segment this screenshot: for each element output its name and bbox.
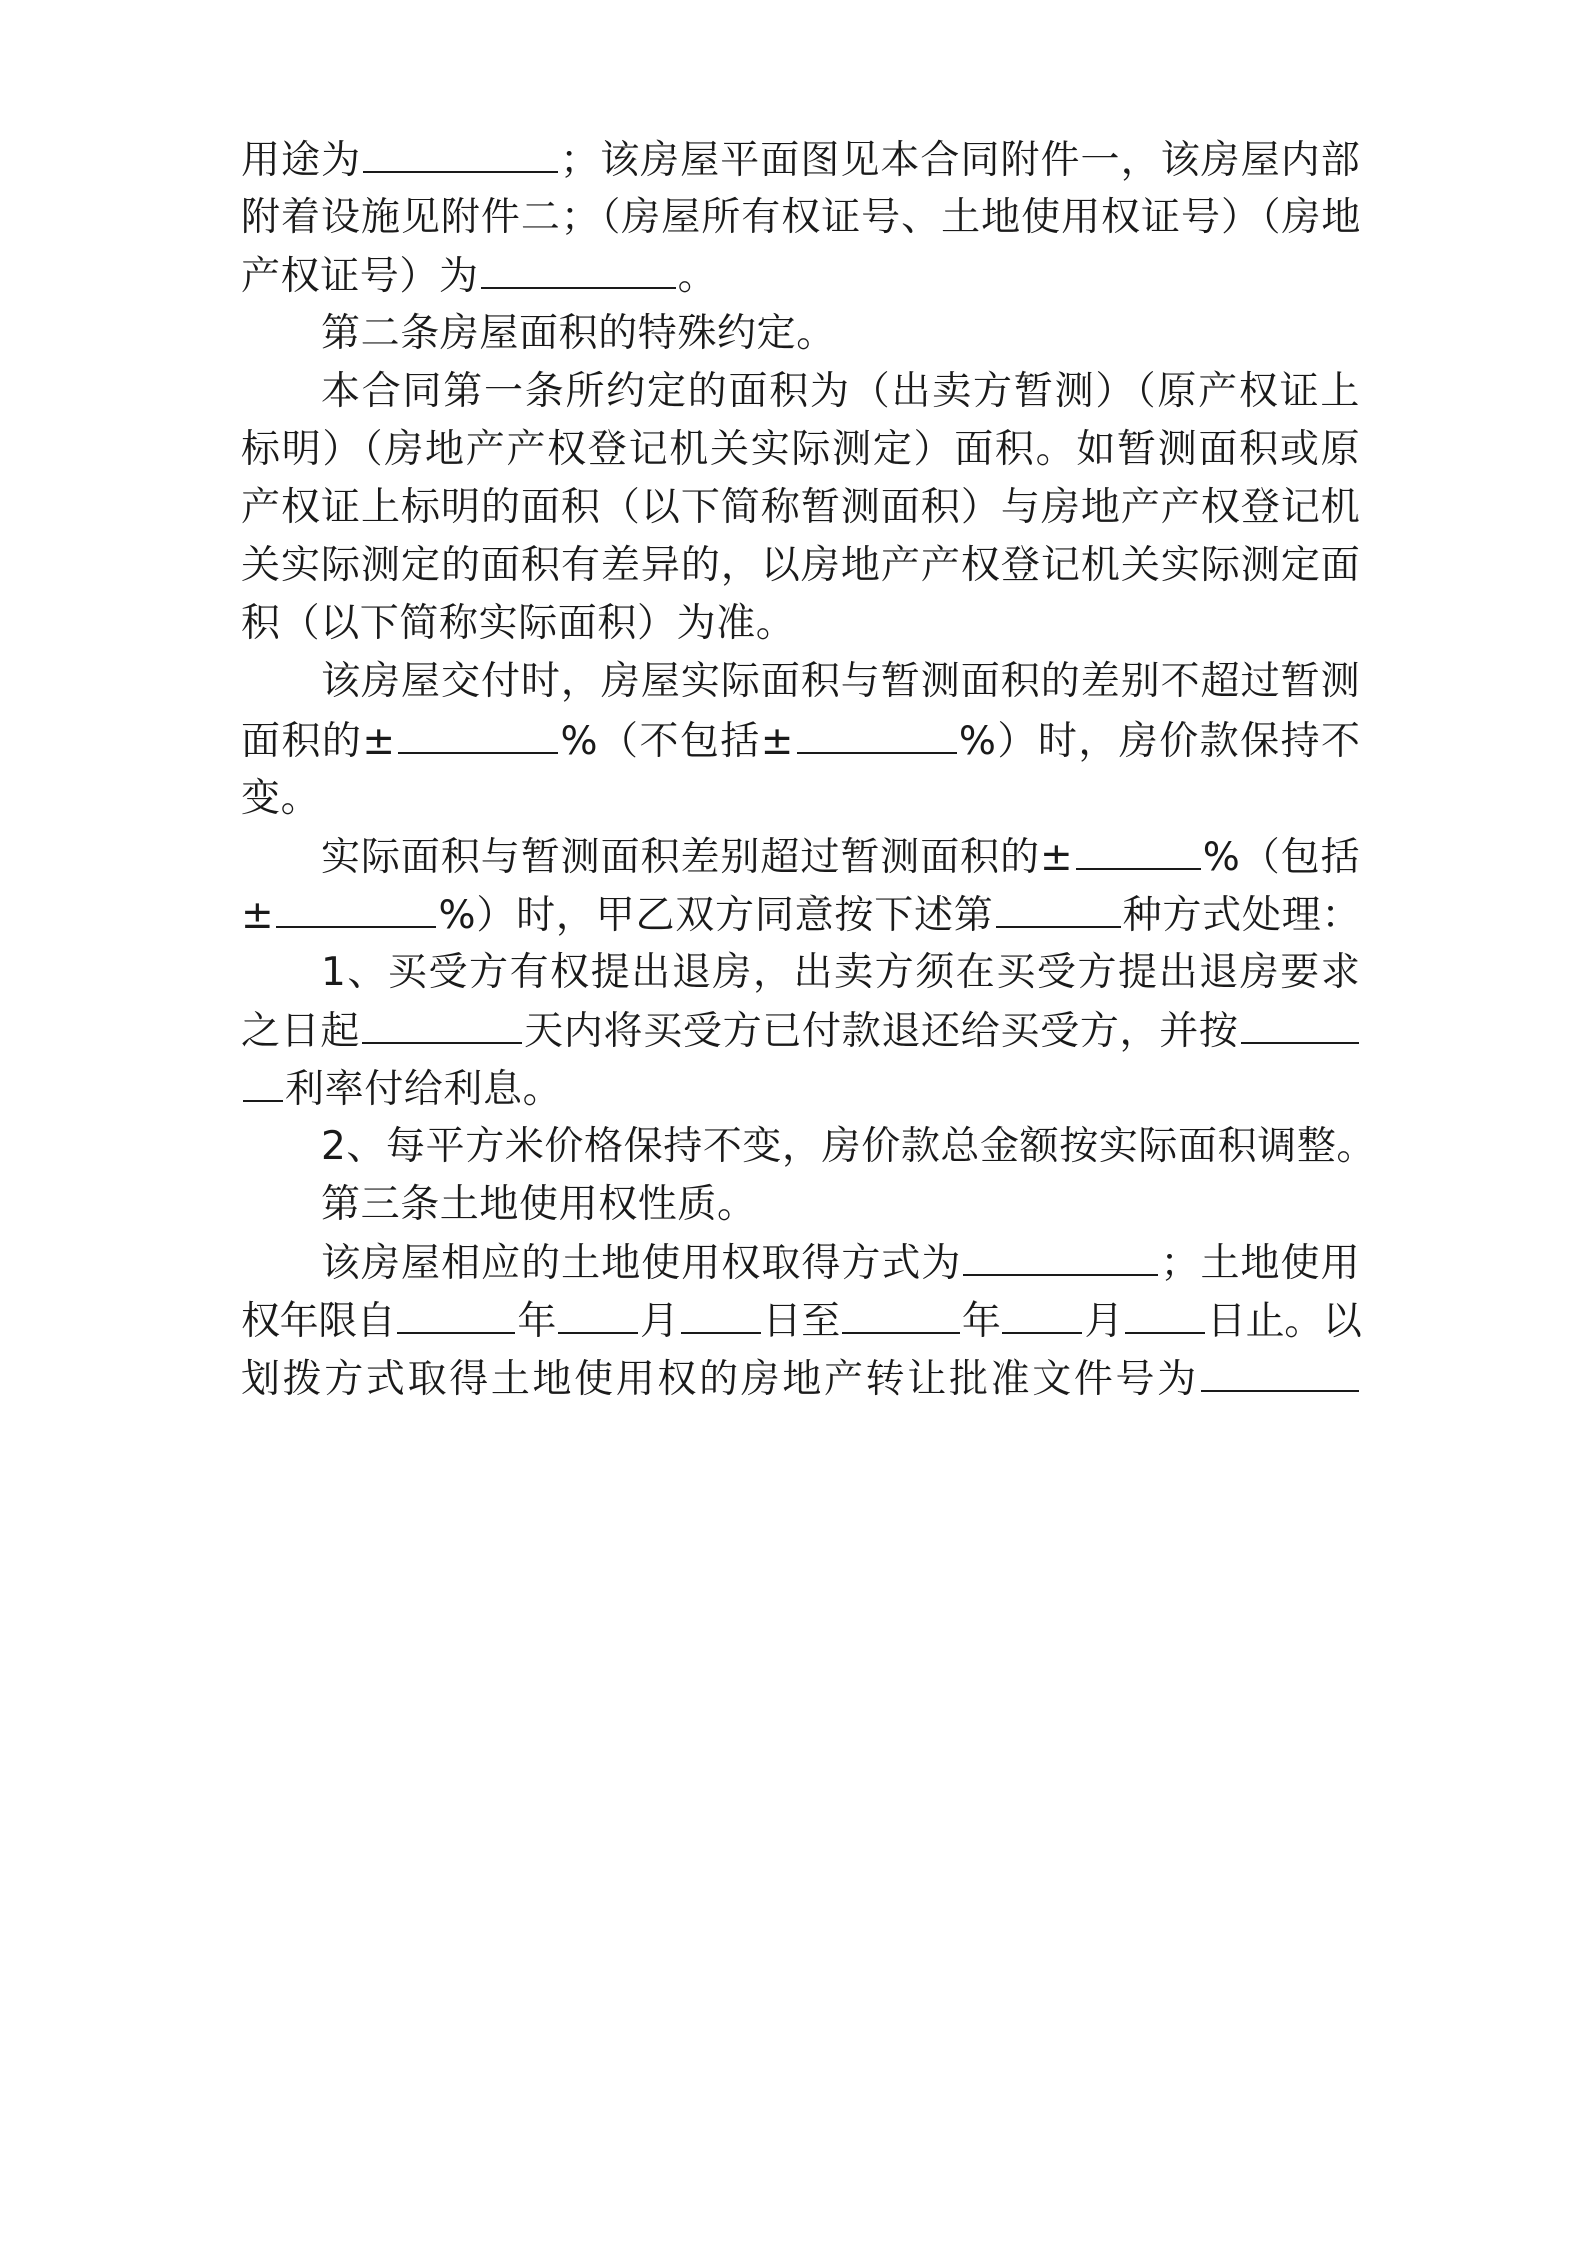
fill-in-blank: [842, 1296, 960, 1334]
line-text: ；土地使用: [1160, 1241, 1361, 1286]
contract-line: [241, 251, 717, 301]
contract-line: [241, 599, 795, 649]
line-text: 天内将买受方已付款退还给买受方，并按: [524, 1009, 1239, 1054]
fill-in-blank: [397, 1296, 515, 1334]
line-text: 权年限自: [241, 1299, 396, 1344]
contract-line: [241, 1296, 1361, 1346]
fill-in-blank: [481, 251, 676, 289]
contract-line: [321, 367, 1361, 417]
line-text: ±: [241, 893, 275, 938]
contract-line: [241, 1064, 562, 1114]
fill-in-blank: [1241, 1006, 1359, 1044]
line-text: 该房屋相应的土地使用权取得方式为: [321, 1241, 962, 1286]
line-text: 该房屋交付时，房屋实际面积与暂测面积的差别不超过暂测: [321, 659, 1361, 704]
contract-line: [241, 1006, 1361, 1056]
fill-in-blank: [797, 716, 957, 754]
line-text: %）时，房价款保持不: [958, 719, 1362, 764]
line-text: 1、买受方有权提出退房，出卖方须在买受方提出退房要求: [321, 950, 1362, 995]
line-text: 年: [961, 1299, 1001, 1344]
contract-line: [321, 1122, 1376, 1172]
line-text: 关实际测定的面积有差异的，以房地产产权登记机关实际测定面: [241, 543, 1361, 588]
contract-line: [321, 832, 1361, 882]
fill-in-blank: [681, 1296, 761, 1334]
contract-line: [241, 483, 1361, 533]
fill-in-blank: [1125, 1296, 1205, 1334]
fill-in-blank: [1076, 832, 1201, 870]
line-text: 积（以下简称实际面积）为准。: [241, 601, 796, 646]
contract-line: [241, 135, 1361, 185]
contract-line: [241, 193, 1361, 243]
line-text: 利率付给利息。: [285, 1067, 563, 1112]
line-text: 标明）（房地产产权登记机关实际测定）面积。如暂测面积或原: [241, 427, 1362, 472]
line-text: 划拨方式取得土地使用权的房地产转让批准文件号为: [241, 1357, 1199, 1402]
contract-line: [321, 948, 1361, 998]
line-text: 用途为: [241, 138, 362, 183]
fill-in-blank: [963, 1238, 1158, 1276]
line-text: 之日起: [241, 1009, 361, 1054]
line-text: 本合同第一条所约定的面积为（出卖方暂测）（原产权证上: [321, 369, 1362, 414]
line-text: 面积的±: [241, 719, 397, 764]
contract-line: [321, 657, 1361, 707]
fill-in-blank: [996, 890, 1121, 928]
line-text: 实际面积与暂测面积差别超过暂测面积的±: [321, 835, 1074, 880]
contract-line: [241, 541, 1361, 591]
line-text: 产权证上标明的面积（以下简称暂测面积）与房地产产权登记机: [241, 485, 1361, 530]
line-text: %（包括: [1202, 835, 1361, 880]
line-text: ；该房屋平面图见本合同附件一，该房屋内部: [560, 138, 1361, 183]
fill-in-blank: [243, 1064, 283, 1102]
line-text: 日止。以: [1207, 1299, 1362, 1344]
line-text: 第二条房屋面积的特殊约定。: [321, 311, 836, 356]
line-text: 日至: [762, 1299, 840, 1344]
fill-in-blank: [1002, 1296, 1082, 1334]
contract-line: [321, 309, 836, 359]
contract-line: [241, 1354, 1361, 1404]
contract-line: [241, 716, 1361, 766]
fill-in-blank: [362, 1006, 522, 1044]
fill-in-blank: [363, 135, 558, 173]
line-text: 2、每平方米价格保持不变，房价款总金额按实际面积调整。: [321, 1124, 1377, 1169]
fill-in-blank: [558, 1296, 638, 1334]
line-text: 月: [640, 1299, 679, 1344]
line-text: 第三条土地使用权性质。: [321, 1182, 757, 1227]
line-text: 。: [677, 254, 718, 299]
line-text: 年: [517, 1299, 557, 1344]
line-text: 月: [1084, 1299, 1124, 1344]
fill-in-blank: [1201, 1354, 1359, 1392]
line-text: 变。: [241, 776, 321, 821]
line-text: 产权证号）为: [241, 254, 479, 299]
line-text: 附着设施见附件二；（房屋所有权证号、土地使用权证号）（房地: [241, 195, 1362, 240]
fill-in-blank: [398, 716, 558, 754]
line-text: %）时，甲乙双方同意按下述第: [438, 893, 994, 938]
contract-line: [241, 774, 320, 824]
contract-line: [321, 1238, 1361, 1288]
line-text: 种方式处理：: [1122, 893, 1362, 938]
contract-line: [241, 890, 1361, 940]
contract-line: [321, 1180, 757, 1230]
contract-line: [241, 425, 1361, 475]
line-text: %（不包括±: [560, 719, 795, 764]
fill-in-blank: [276, 890, 436, 928]
